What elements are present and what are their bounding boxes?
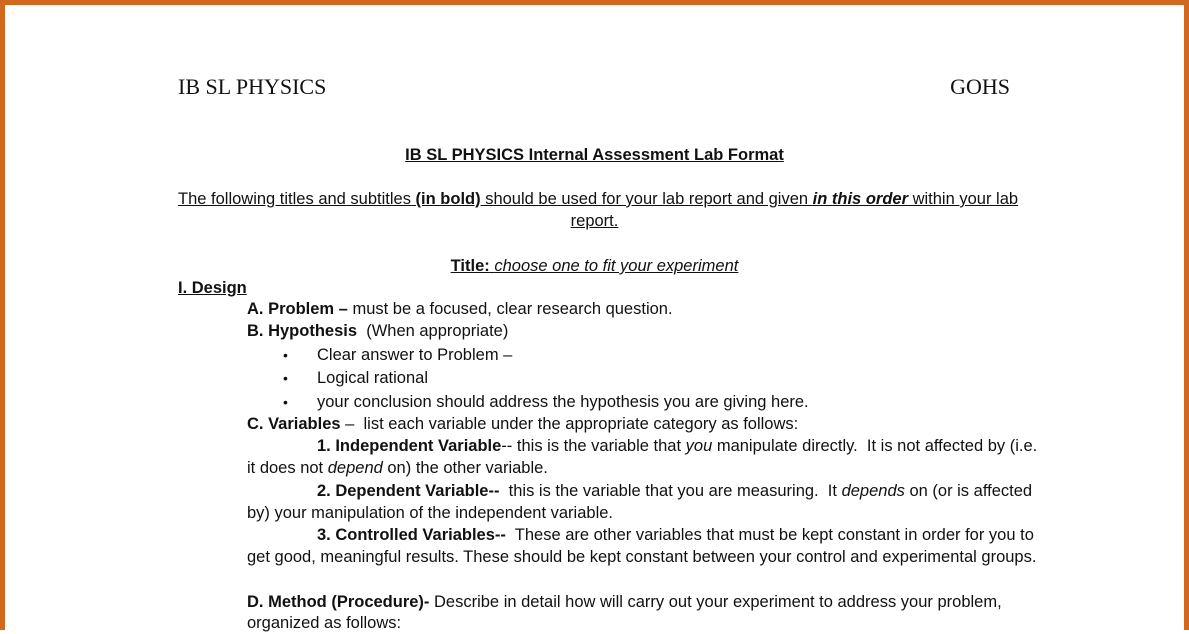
intro-line-2 — [178, 210, 1011, 232]
independent-depend: depend — [327, 459, 383, 477]
document-title — [178, 144, 1011, 166]
bullet-icon: • — [283, 394, 288, 410]
method-label: D. Method (Procedure)- — [247, 593, 430, 611]
intro-text-2: should be used for your lab report and given — [480, 190, 813, 208]
bullet-item: your conclusion should address the hypothesis you are giving here. — [317, 393, 809, 411]
header-course: IB SL PHYSICS — [178, 74, 327, 99]
hypothesis-text: (When appropriate) — [357, 322, 509, 340]
problem-text: must be a focused, clear research question. — [347, 300, 673, 318]
controlled-label: 3. Controlled Variables-- — [317, 526, 506, 544]
hypothesis-line — [247, 320, 508, 342]
dependent-depends: depends — [841, 482, 905, 500]
header-school: GOHS — [950, 74, 1010, 99]
independent-label: 1. Independent Variable — [317, 437, 502, 455]
independent-cont-text: on) the other variable. — [382, 459, 548, 477]
intro-text-1: The following titles and subtitles — [178, 190, 416, 208]
independent-line — [317, 435, 1037, 457]
intro-text-4: report. — [570, 212, 619, 230]
problem-label: A. Problem – — [247, 300, 348, 318]
design-heading — [178, 277, 247, 299]
variables-label: C. Variables — [247, 415, 341, 433]
problem-line — [247, 298, 673, 320]
design-heading-text: I. Design — [178, 279, 247, 297]
dependent-line — [317, 480, 1032, 502]
method-line — [247, 591, 1002, 613]
title-line — [178, 255, 1011, 277]
independent-you: you — [685, 437, 713, 455]
independent-text: manipulate directly. It is not affected by (i.e. — [712, 437, 1038, 455]
method-text: Describe in detail how will carry out your experiment to address your problem, — [429, 593, 1002, 611]
dependent-text: this is the variable that you are measuring. It — [499, 482, 842, 500]
bullet-icon: • — [283, 370, 288, 386]
bullet-item: Clear answer to Problem – — [317, 346, 513, 364]
intro-text-3: within your lab — [908, 190, 1019, 208]
intro-bold-italic: in this order — [812, 190, 908, 208]
variables-text: – list each variable under the appropriate category as follows: — [340, 415, 799, 433]
dependent-cont: by) your manipulation of the independent variable. — [247, 504, 613, 522]
controlled-line — [317, 524, 1034, 546]
independent-cont — [247, 457, 548, 479]
title-instruction: choose one to fit your experiment — [494, 257, 739, 275]
bullet-item: Logical rational — [317, 369, 428, 387]
controlled-text: These are other variables that must be kept constant in order for you to — [505, 526, 1034, 544]
independent-cont-text: it does not — [247, 459, 328, 477]
bullet-icon: • — [283, 347, 288, 363]
dependent-label: 2. Dependent Variable-- — [317, 482, 500, 500]
intro-bold: (in bold) — [415, 190, 481, 208]
controlled-cont: get good, meaningful results. These should be kept constant between your control and experimental groups. — [247, 548, 1037, 566]
dependent-text: on (or is affected — [904, 482, 1033, 500]
hypothesis-label: B. Hypothesis — [247, 322, 358, 340]
title-label: Title: — [450, 257, 490, 275]
document-title-text: IB SL PHYSICS Internal Assessment Lab Format — [405, 146, 784, 164]
method-cont: organized as follows: — [247, 614, 402, 632]
intro-line-1 — [178, 188, 1019, 210]
independent-text: -- this is the variable that — [501, 437, 686, 455]
variables-line — [247, 413, 798, 435]
